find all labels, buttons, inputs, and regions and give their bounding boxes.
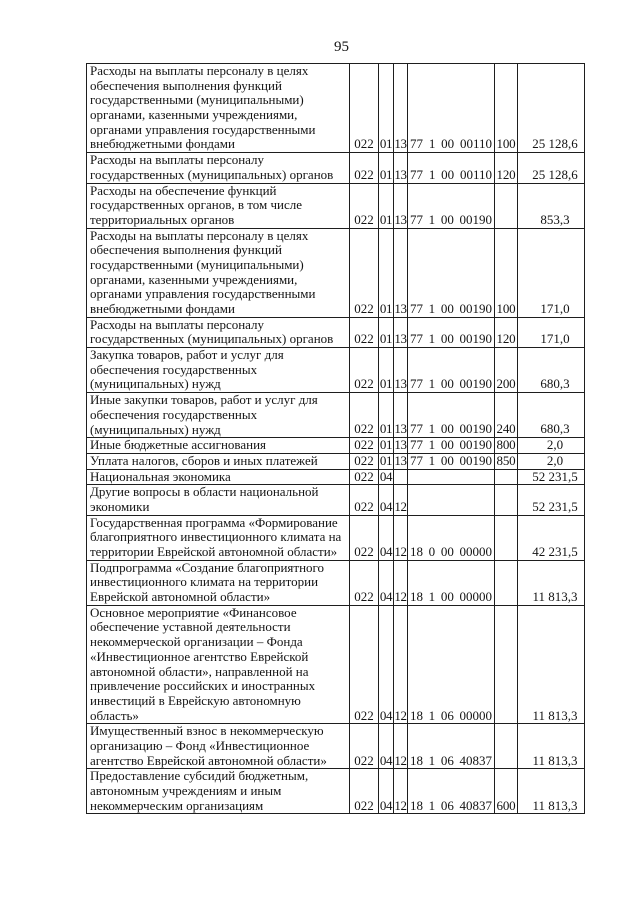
description-cell bbox=[87, 485, 350, 515]
amount-cell: 11 813,3 bbox=[518, 769, 585, 814]
description-cell bbox=[87, 724, 350, 769]
description-line: (муниципальных) нужд bbox=[90, 376, 221, 392]
description-line: Расходы на выплаты персоналу в целях bbox=[90, 63, 309, 78]
description-line: обеспечения выполнения функций bbox=[90, 242, 282, 258]
subsection-cell: 12 bbox=[394, 560, 408, 605]
description-line: Уплата налогов, сборов и иных платежей bbox=[90, 453, 318, 468]
expense-type-cell bbox=[495, 183, 518, 228]
ministry-code-cell: 022 bbox=[350, 317, 379, 347]
description-cell bbox=[87, 515, 350, 560]
target-article-cell: 18 1 06 40837 bbox=[408, 769, 495, 814]
description-line: территориальных органов bbox=[90, 211, 235, 227]
ministry-code-cell: 022 bbox=[350, 228, 379, 317]
description-cell bbox=[87, 469, 350, 485]
subsection-cell: 13 bbox=[394, 348, 408, 393]
subsection-cell: 12 bbox=[394, 605, 408, 724]
ministry-code-cell: 022 bbox=[350, 393, 379, 438]
amount-cell: 171,0 bbox=[518, 228, 585, 317]
description-line: органами управления государственными bbox=[90, 121, 316, 137]
ministry-code-cell: 022 bbox=[350, 453, 379, 469]
expense-type-cell: 100 bbox=[495, 228, 518, 317]
description-line: территории Еврейской автономной области» bbox=[90, 544, 338, 560]
expense-type-cell: 100 bbox=[495, 64, 518, 153]
ministry-code-cell: 022 bbox=[350, 153, 379, 183]
table-row bbox=[87, 393, 585, 438]
description-line: органами управления государственными bbox=[90, 286, 316, 302]
section-cell: 04 bbox=[379, 605, 394, 724]
description-line: обеспечение уставной деятельности bbox=[90, 619, 291, 635]
description-line: некоммерческим организациям bbox=[90, 797, 264, 813]
section-cell: 04 bbox=[379, 769, 394, 814]
section-cell: 01 bbox=[379, 453, 393, 468]
description-line: «Инвестиционное агентство Еврейской bbox=[90, 648, 309, 664]
ministry-code-cell: 022 bbox=[350, 515, 379, 560]
table-row bbox=[87, 515, 585, 560]
subsection-cell: 13 bbox=[394, 153, 408, 183]
description-cell bbox=[87, 348, 350, 393]
amount-cell: 11 813,3 bbox=[518, 605, 585, 724]
description-cell bbox=[87, 228, 350, 317]
description-line: привлечение российских и иностранных bbox=[90, 678, 316, 694]
target-article-cell: 77 1 00 00190 bbox=[408, 438, 495, 454]
subsection-cell: 13 bbox=[394, 228, 408, 317]
section-cell: 04 bbox=[379, 724, 394, 769]
ministry-code-cell: 022 bbox=[350, 769, 379, 814]
section-cell: 01 bbox=[379, 183, 394, 228]
table-row bbox=[87, 485, 585, 515]
description-line: государственных (муниципальных) органов bbox=[90, 331, 334, 347]
description-line: агентство Еврейской автономной области» bbox=[90, 752, 327, 768]
target-article-cell: 77 1 00 00190 bbox=[408, 183, 495, 228]
section-cell: 04 bbox=[379, 485, 394, 515]
description-line: органами, казенными учреждениями, bbox=[90, 271, 298, 287]
page-number: 95 bbox=[334, 39, 349, 55]
amount-cell: 2,0 bbox=[518, 453, 585, 469]
target-article-cell: 77 1 00 00110 bbox=[408, 64, 495, 153]
description-line: (муниципальных) нужд bbox=[90, 421, 221, 437]
description-line: внебюджетными фондами bbox=[90, 301, 235, 316]
description-line: Иные закупки товаров, работ и услуг для bbox=[90, 392, 318, 408]
description-cell bbox=[87, 453, 350, 469]
target-article-cell: 77 1 00 00190 bbox=[408, 453, 495, 469]
amount-cell: 853,3 bbox=[518, 183, 585, 228]
description-line: Иные бюджетные ассигнования bbox=[90, 437, 267, 453]
expense-type-cell bbox=[495, 724, 518, 769]
target-article-cell: 77 1 00 00190 bbox=[408, 228, 495, 317]
description-line: Имущественный взнос в некоммерческую bbox=[90, 723, 324, 739]
description-cell bbox=[87, 438, 350, 454]
expense-type-cell: 200 bbox=[495, 348, 518, 393]
ministry-code-cell: 022 bbox=[350, 438, 379, 454]
target-article-cell: 77 1 00 00190 bbox=[408, 393, 495, 438]
description-line: государственными (муниципальными) bbox=[90, 256, 304, 272]
amount-cell: 171,0 bbox=[518, 317, 585, 347]
description-line: благоприятного инвестиционного климата на bbox=[90, 529, 342, 545]
table-row bbox=[87, 64, 585, 153]
description-line: обеспечения государственных bbox=[90, 406, 258, 422]
section-cell: 04 bbox=[379, 515, 394, 560]
amount-cell: 680,3 bbox=[518, 348, 585, 393]
ministry-code-cell: 022 bbox=[350, 485, 379, 515]
subsection-cell: 13 bbox=[394, 317, 408, 347]
description-line: Предоставление субсидий бюджетным, bbox=[90, 768, 309, 784]
table-row bbox=[87, 153, 585, 183]
description-line: государственных органов, в том числе bbox=[90, 197, 303, 213]
table-row bbox=[87, 605, 585, 724]
description-line: организацию – Фонд «Инвестиционное bbox=[90, 737, 310, 753]
description-line: Расходы на выплаты персоналу bbox=[90, 317, 265, 332]
description-line: государственных (муниципальных) органов bbox=[90, 166, 334, 182]
description-line: область» bbox=[90, 707, 139, 723]
subsection-cell: 13 bbox=[394, 453, 407, 468]
description-cell bbox=[87, 153, 350, 183]
target-article-cell: 18 1 00 00000 bbox=[408, 560, 495, 605]
expense-type-cell bbox=[495, 515, 518, 560]
description-line: Государственная программа «Формирование bbox=[90, 515, 338, 530]
ministry-code-cell: 022 bbox=[350, 348, 379, 393]
description-cell bbox=[87, 183, 350, 228]
table-row bbox=[87, 724, 585, 769]
table-row bbox=[87, 317, 585, 347]
target-article-cell: 77 1 00 00110 bbox=[408, 153, 495, 183]
description-cell bbox=[87, 393, 350, 438]
table-row bbox=[87, 453, 585, 469]
subsection-cell: 13 bbox=[394, 393, 408, 438]
section-cell: 01 bbox=[379, 393, 394, 438]
description-line: внебюджетными фондами bbox=[90, 136, 235, 152]
amount-cell: 52 231,5 bbox=[518, 469, 585, 485]
description-line: автономной области», направленной на bbox=[90, 663, 309, 679]
amount-cell: 52 231,5 bbox=[518, 485, 585, 515]
section-cell: 01 bbox=[379, 153, 394, 183]
amount-cell: 2,0 bbox=[518, 438, 585, 454]
description-line: Национальная экономика bbox=[90, 469, 231, 484]
section-cell: 04 bbox=[379, 560, 394, 605]
description-cell bbox=[87, 64, 350, 153]
ministry-code-cell: 022 bbox=[350, 724, 379, 769]
expense-type-cell bbox=[495, 560, 518, 605]
target-article-cell: 77 1 00 00190 bbox=[408, 348, 495, 393]
amount-cell: 680,3 bbox=[518, 393, 585, 438]
amount-cell: 42 231,5 bbox=[518, 515, 585, 560]
section-cell: 01 bbox=[379, 348, 394, 393]
table-body bbox=[87, 64, 585, 814]
target-article-cell: 18 1 06 00000 bbox=[408, 605, 495, 724]
target-article-cell: 18 0 00 00000 bbox=[408, 515, 495, 560]
description-line: обеспечения выполнения функций bbox=[90, 77, 282, 93]
ministry-code-cell: 022 bbox=[350, 560, 379, 605]
description-line: Расходы на обеспечение функций bbox=[90, 183, 277, 198]
description-line: Расходы на выплаты персоналу в целях bbox=[90, 228, 309, 243]
description-line: Другие вопросы в области национальной bbox=[90, 484, 319, 500]
table-row bbox=[87, 228, 585, 317]
ministry-code-cell: 022 bbox=[350, 605, 379, 724]
description-line: органами, казенными учреждениями, bbox=[90, 107, 298, 123]
amount-cell: 25 128,6 bbox=[518, 153, 585, 183]
expense-type-cell bbox=[495, 485, 518, 515]
description-line: инвестиций в Еврейскую автономную bbox=[90, 692, 301, 708]
description-line: экономики bbox=[90, 498, 150, 514]
ministry-code-cell: 022 bbox=[350, 469, 379, 485]
expense-type-cell: 240 bbox=[495, 393, 518, 438]
subsection-cell: 13 bbox=[394, 437, 407, 453]
table-row bbox=[87, 469, 585, 485]
description-line: Подпрограмма «Создание благоприятного bbox=[90, 560, 325, 575]
amount-cell: 11 813,3 bbox=[518, 724, 585, 769]
subsection-cell: 12 bbox=[394, 724, 408, 769]
description-line: некоммерческой организации – Фонда bbox=[90, 634, 303, 650]
section-cell: 04 bbox=[379, 469, 393, 484]
subsection-cell: 12 bbox=[394, 769, 408, 814]
expense-type-cell bbox=[495, 605, 518, 724]
target-article-cell: 18 1 06 40837 bbox=[408, 724, 495, 769]
target-article-cell bbox=[408, 469, 495, 485]
description-cell bbox=[87, 605, 350, 724]
description-line: Основное мероприятие «Финансовое bbox=[90, 605, 297, 620]
description-line: Еврейской автономной области» bbox=[90, 589, 271, 605]
section-cell: 01 bbox=[379, 64, 394, 153]
description-cell bbox=[87, 769, 350, 814]
amount-cell: 25 128,6 bbox=[518, 64, 585, 153]
section-cell: 01 bbox=[379, 317, 394, 347]
section-cell: 01 bbox=[379, 228, 394, 317]
subsection-cell: 13 bbox=[394, 64, 408, 153]
budget-table bbox=[86, 63, 585, 814]
expense-type-cell bbox=[495, 469, 518, 485]
description-line: Закупка товаров, работ и услуг для bbox=[90, 347, 284, 363]
expense-type-cell: 120 bbox=[495, 153, 518, 183]
ministry-code-cell: 022 bbox=[350, 183, 379, 228]
target-article-cell: 77 1 00 00190 bbox=[408, 317, 495, 347]
subsection-cell: 12 bbox=[394, 515, 408, 560]
description-line: инвестиционного климата на территории bbox=[90, 574, 319, 590]
description-line: Расходы на выплаты персоналу bbox=[90, 152, 265, 168]
table-row bbox=[87, 348, 585, 393]
expense-type-cell: 850 bbox=[495, 453, 518, 469]
ministry-code-cell: 022 bbox=[350, 64, 379, 153]
subsection-cell: 12 bbox=[394, 485, 408, 515]
subsection-cell bbox=[394, 469, 408, 485]
subsection-cell: 13 bbox=[394, 183, 408, 228]
table-row bbox=[87, 769, 585, 814]
description-line: обеспечения государственных bbox=[90, 361, 258, 377]
amount-cell: 11 813,3 bbox=[518, 560, 585, 605]
target-article-cell bbox=[408, 485, 495, 515]
description-line: автономным учреждениям и иным bbox=[90, 783, 282, 799]
table-row bbox=[87, 183, 585, 228]
expense-type-cell: 800 bbox=[495, 438, 518, 454]
section-cell: 01 bbox=[379, 437, 393, 453]
description-cell bbox=[87, 560, 350, 605]
expense-type-cell: 600 bbox=[495, 769, 518, 814]
expense-type-cell: 120 bbox=[495, 317, 518, 347]
table-row bbox=[87, 560, 585, 605]
description-cell bbox=[87, 317, 350, 347]
table-row bbox=[87, 438, 585, 454]
description-line: государственными (муниципальными) bbox=[90, 92, 304, 108]
